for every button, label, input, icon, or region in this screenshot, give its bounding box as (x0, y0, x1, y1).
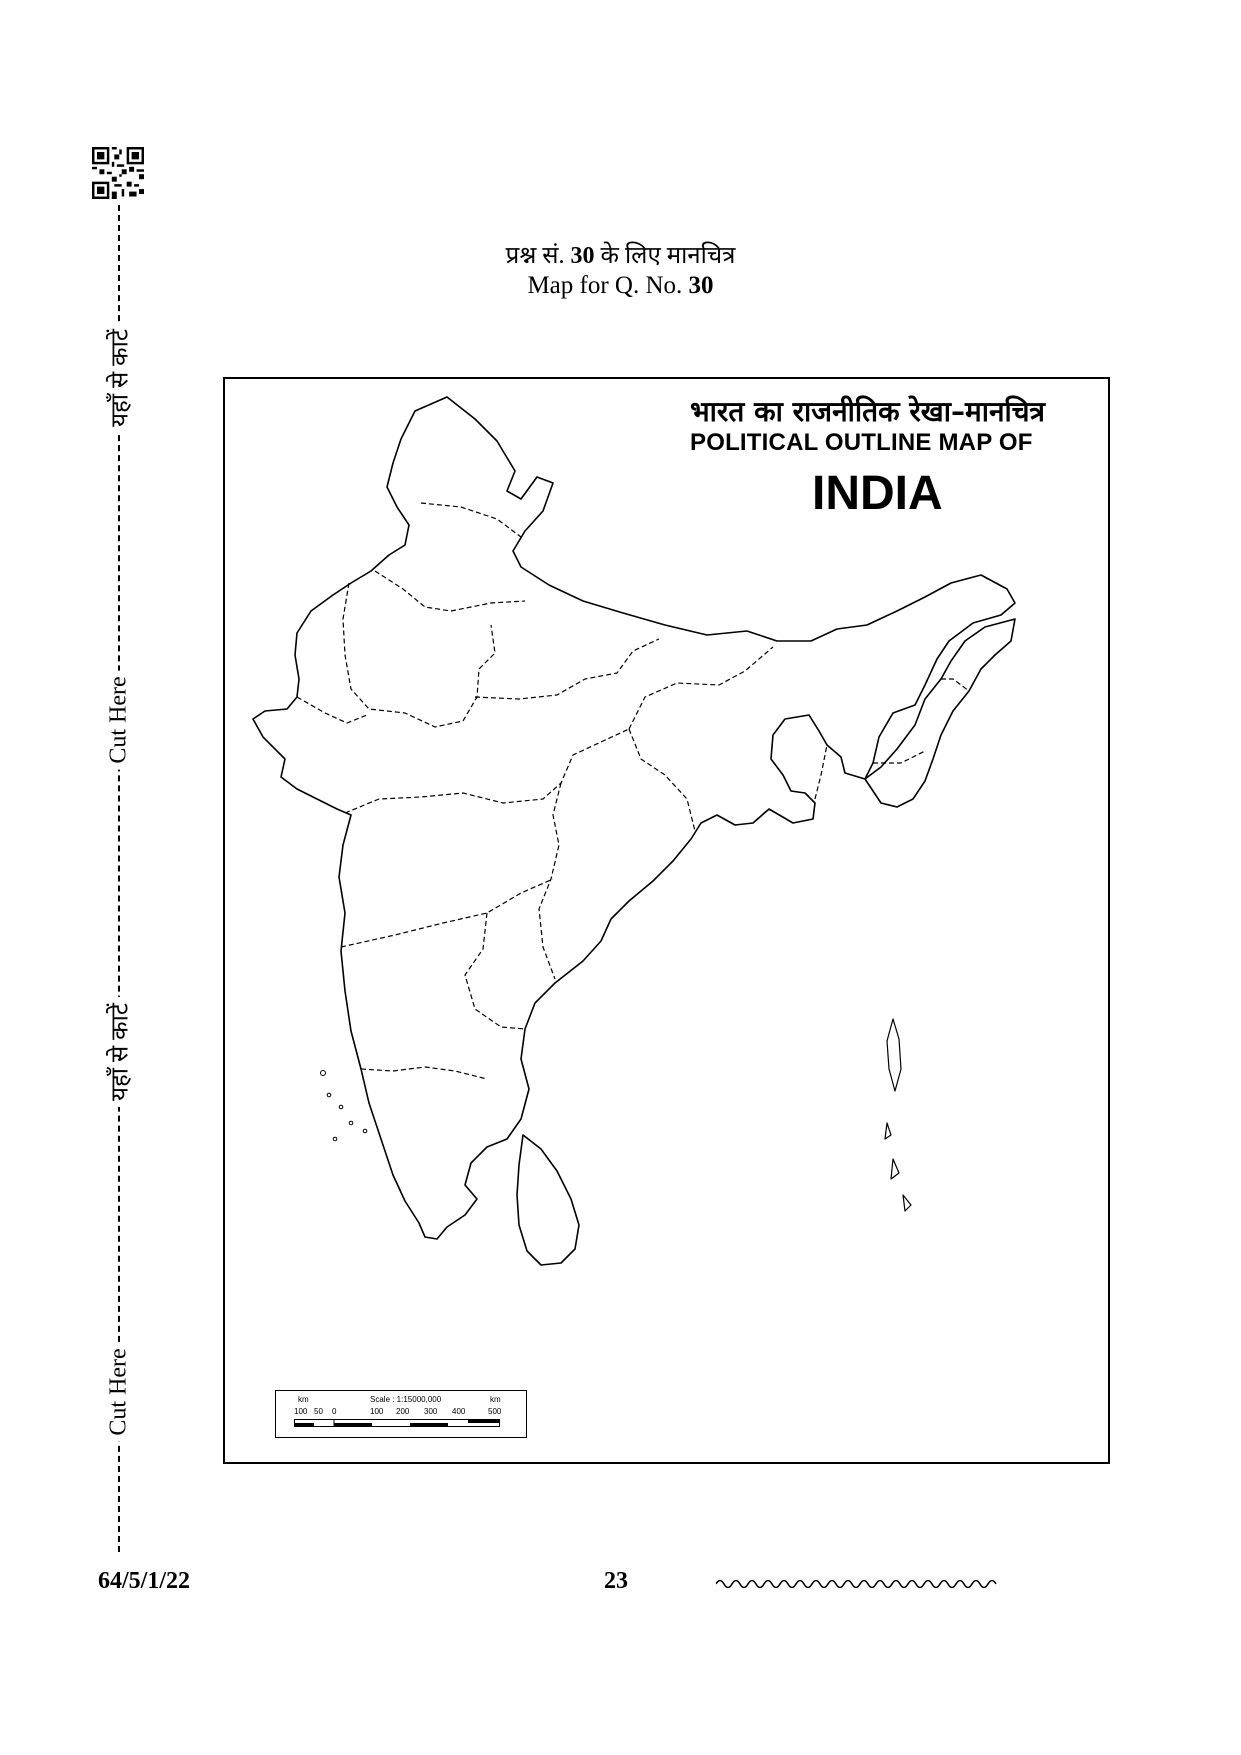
question-number-english: 30 (688, 272, 714, 299)
scale-tick: 0 (332, 1407, 337, 1416)
scale-tick: 50 (314, 1407, 323, 1416)
northeast-outline (865, 619, 1015, 807)
map-title-country: INDIA (812, 467, 943, 520)
question-number-hindi: 30 (570, 243, 595, 269)
hindi-prefix: प्रश्न सं. (505, 243, 565, 269)
scale-ruler (294, 1419, 500, 1429)
scale-tick: 400 (452, 1407, 466, 1416)
page-number: 23 (604, 1568, 628, 1594)
cut-label-english-1: Cut Here (106, 670, 133, 769)
wavy-line-decoration (716, 1576, 998, 1592)
scale-unit-right: km (490, 1395, 501, 1404)
scale-tick: 300 (424, 1407, 438, 1416)
sri-lanka-outline (517, 1135, 579, 1265)
scale-tick: 200 (396, 1407, 410, 1416)
question-reference-english (0, 272, 1241, 300)
map-title-hindi: भारत का राजनीतिक रेखा–मानचित्र (690, 395, 1045, 428)
scale-tick: 100 (370, 1407, 384, 1416)
paper-code: 64/5/1/22 (98, 1568, 191, 1594)
mainland-outline (253, 397, 1015, 1239)
cut-label-hindi-2: यहाँ से काटें (103, 997, 136, 1107)
question-reference-hindi (0, 238, 1241, 271)
scale-unit-left: km (298, 1395, 309, 1404)
scale-bar (275, 1390, 527, 1438)
cut-label-hindi-1: यहाँ से काटें (103, 323, 136, 433)
scale-ratio: Scale : 1:15000,000 (370, 1395, 442, 1404)
map-title-english: POLITICAL OUTLINE MAP OF (690, 429, 1033, 456)
cut-label-english-2: Cut Here (106, 1342, 133, 1441)
india-outline-map (225, 379, 1108, 1462)
hindi-suffix: के लिए मानचित्र (600, 243, 736, 269)
qr-code (92, 147, 144, 199)
scale-tick: 500 (488, 1407, 502, 1416)
scale-tick: 100 (294, 1407, 308, 1416)
english-prefix: Map for Q. No. (527, 272, 683, 299)
